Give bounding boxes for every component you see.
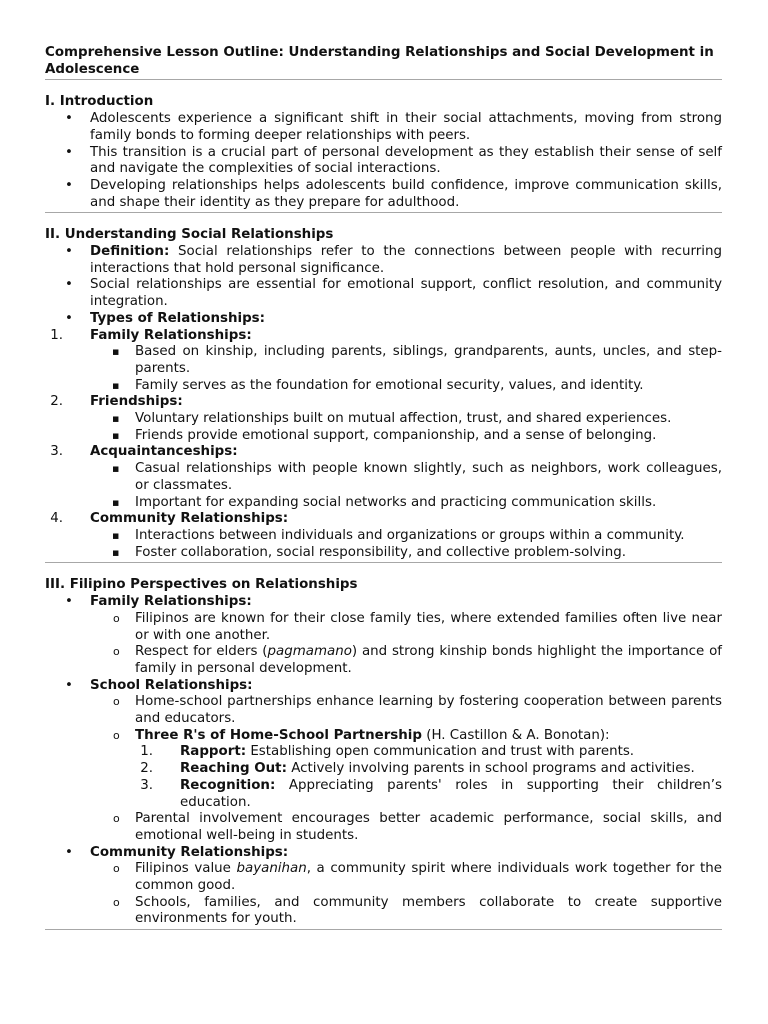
- definition-label: Definition:: [90, 244, 170, 260]
- school-label: School Relationships:: [90, 677, 253, 693]
- section-heading-introduction: I. Introduction: [45, 94, 154, 110]
- outline-document: [45, 45, 722, 930]
- school-points: [90, 694, 722, 844]
- list-number: 3.: [140, 777, 153, 793]
- list-item: ▪ Family serves as the foundation for emotional security, values, and identity.: [90, 378, 722, 395]
- type-points: [90, 528, 722, 561]
- filipino-perspectives-list: [45, 594, 722, 928]
- list-item: o Filipinos are known for their close family ties, where extended families often live near or with one another.: [90, 611, 722, 644]
- r-name: Recognition:: [180, 777, 276, 793]
- list-item: ▪ Based on kinship, including parents, siblings, grandparents, aunts, uncles, and step-parents.: [90, 344, 722, 377]
- list-item-community: [45, 845, 722, 929]
- text-fragment: Respect for elders (: [135, 644, 268, 660]
- introduction-list: [45, 111, 722, 211]
- section-divider: [45, 929, 722, 930]
- text-fragment: ) and strong kinship bonds highlight the importance of family in personal development.: [135, 644, 722, 676]
- text-fragment: , a community spirit where individuals work together for the common good.: [135, 861, 723, 894]
- three-rs-credit: (H. Castillon & A. Bonotan):: [421, 727, 610, 743]
- family-label: Family Relationships:: [90, 594, 252, 610]
- list-item: ▪ Important for expanding social networks and practicing communication skills.: [90, 495, 722, 512]
- type-name: Friendships:: [90, 394, 183, 410]
- list-item: ▪ Casual relationships with people known slightly, such as neighbors, work colleagues, or classmates.: [90, 461, 722, 494]
- list-item: • Social relationships are essential for emotional support, conflict resolution, and community integration.: [45, 277, 722, 310]
- text-fragment: Filipinos value: [135, 861, 237, 877]
- list-item: ▪ Foster collaboration, social responsibility, and collective problem-solving.: [90, 545, 722, 562]
- type-points: [90, 411, 722, 444]
- r-text: Appreciating parents' roles in supporting their children’s education.: [180, 777, 722, 810]
- community-points: [90, 861, 722, 928]
- type-item-friendships: [45, 394, 722, 444]
- title-divider: [45, 79, 722, 80]
- list-item-family: [45, 594, 722, 678]
- list-item-three-rs: [90, 728, 722, 812]
- type-name: Acquaintanceships:: [90, 444, 238, 460]
- list-number: 3.: [50, 444, 63, 460]
- definition-text: Social relationships refer to the connections between people with recurring interactions that hold personal significance.: [90, 244, 722, 276]
- section-heading-social-relationships: II. Understanding Social Relationships: [45, 227, 334, 243]
- list-item-definition: [45, 244, 722, 277]
- type-points: [90, 461, 722, 511]
- list-item: o Home-school partnerships enhance learning by fostering cooperation between parents and educators.: [90, 694, 722, 727]
- r-text: Actively involving parents in school programs and activities.: [286, 761, 695, 777]
- list-number: 2.: [50, 394, 63, 410]
- type-name: Family Relationships:: [90, 327, 252, 343]
- r-text: Establishing open communication and trust with parents.: [246, 744, 635, 760]
- list-number: 4.: [50, 511, 63, 527]
- list-item: [90, 861, 722, 894]
- list-item: • Adolescents experience a significant shift in their social attachments, moving from strong family bonds to forming deeper relationships with peers.: [45, 111, 722, 144]
- family-points: [90, 611, 722, 678]
- three-rs-list: [135, 744, 722, 811]
- type-points: [90, 344, 722, 394]
- type-item-acquaintanceships: [45, 444, 722, 511]
- list-number: 1.: [50, 327, 63, 343]
- list-item: ▪ Voluntary relationships built on mutual affection, trust, and shared experiences.: [90, 411, 722, 428]
- list-item: ▪ Friends provide emotional support, companionship, and a sense of belonging.: [90, 428, 722, 445]
- type-item-family: [45, 328, 722, 395]
- r-name: Rapport:: [180, 744, 247, 760]
- three-rs-label: Three R's of Home-School Partnership: [135, 727, 422, 743]
- section-divider: [45, 212, 722, 213]
- community-label: Community Relationships:: [90, 844, 289, 860]
- list-item: • Developing relationships helps adolescents build confidence, improve communication skills, and shape their identity as they prepare for adulthood.: [45, 178, 722, 211]
- types-list: [45, 328, 722, 562]
- list-item: [135, 761, 722, 778]
- list-item: o Schools, families, and community members collaborate to create supportive environments for youth.: [90, 895, 722, 928]
- list-item: [90, 644, 722, 677]
- term-bayanihan: bayanihan: [236, 861, 307, 877]
- list-item-types: [45, 311, 722, 562]
- types-label: Types of Relationships:: [90, 310, 266, 326]
- term-pagmamano: pagmamano: [267, 644, 352, 660]
- list-item: [135, 744, 722, 761]
- social-relationships-list: [45, 244, 722, 561]
- list-item: ▪ Interactions between individuals and organizations or groups within a community.: [90, 528, 722, 545]
- list-item: • This transition is a crucial part of personal development as they establish their sense of self and navigate the complexities of social interactions.: [45, 145, 722, 178]
- list-item: [135, 778, 722, 811]
- list-number: 1.: [140, 744, 153, 760]
- list-item: o Parental involvement encourages better academic performance, social skills, and emotional well-being in students.: [90, 811, 722, 844]
- section-divider: [45, 562, 722, 563]
- type-item-community: [45, 511, 722, 561]
- list-number: 2.: [140, 761, 153, 777]
- document-title: Comprehensive Lesson Outline: Understanding Relationships and Social Development in Adolescence: [45, 45, 714, 77]
- r-name: Reaching Out:: [180, 761, 287, 777]
- list-item-school: [45, 678, 722, 845]
- type-name: Community Relationships:: [90, 511, 289, 527]
- section-heading-filipino-perspectives: III. Filipino Perspectives on Relationships: [45, 577, 358, 593]
